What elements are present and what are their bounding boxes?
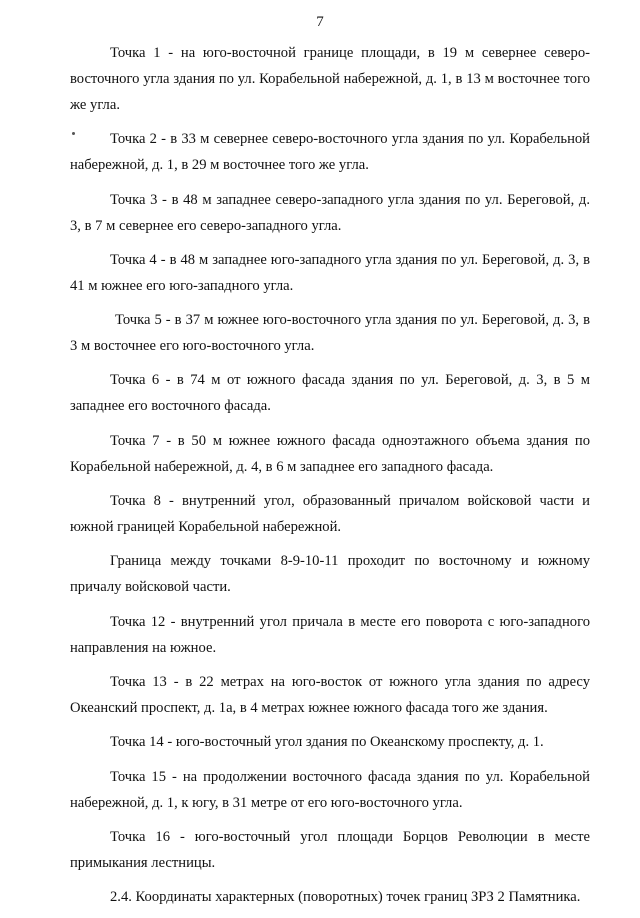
paragraph-boundary-8-11: Граница между точками 8-9-10-11 проходит по восточному и южному причалу войсковой части. <box>70 553 590 596</box>
paragraph-point-1: Точка 1 - на юго-восточной границе площади, в 19 м севернее северо-восточного угла здания по ул. Корабельной набережной, д. 1, в 13 м восточнее того же угла. <box>70 45 590 113</box>
paragraph-point-6: Точка 6 - в 74 м от южного фасада здания по ул. Береговой, д. 3, в 5 м западнее его восточного фасада. <box>70 372 590 415</box>
page-number: 7 <box>316 14 324 30</box>
paragraph-point-8: Точка 8 - внутренний угол, образованный причалом войсковой части и южной границей Корабельной набережной. <box>70 493 590 536</box>
paragraph-point-2: Точка 2 - в 33 м севернее северо-восточного угла здания по ул. Корабельной набережной, д. 1, в 29 м восточнее того же угла. <box>70 131 590 174</box>
section-heading-2-4: 2.4. Координаты характерных (поворотных) точек границ ЗРЗ 2 Памятника. <box>110 889 581 906</box>
paragraph-point-7: Точка 7 - в 50 м южнее южного фасада одноэтажного объема здания по Корабельной набережной, д. 4, в 6 м западнее его западного фасада. <box>70 432 590 475</box>
paragraph-point-13: Точка 13 - в 22 метрах на юго-восток от южного угла здания по адресу Океанский проспект, д. 1а, в 4 метрах южнее южного фасада того же здания. <box>70 673 590 716</box>
paragraph-point-14: Точка 14 - юго-восточный угол здания по Океанскому проспекту, д. 1. <box>110 734 544 751</box>
paragraph-point-3: Точка 3 - в 48 м западнее северо-западного угла здания по ул. Береговой, д. 3, в 7 м севернее его северо-западного угла. <box>70 191 590 234</box>
paragraph-point-4: Точка 4 - в 48 м западнее юго-западного угла здания по ул. Береговой, д. 3, в 41 м южнее его юго-западного угла. <box>70 251 590 294</box>
paragraph-point-5: Точка 5 - в 37 м южнее юго-восточного угла здания по ул. Береговой, д. 3, в 3 м восточнее его юго-восточного угла. <box>70 312 590 355</box>
paragraph-point-12: Точка 12 - внутренний угол причала в месте его поворота с юго-западного направления на южное. <box>70 613 590 656</box>
document-body <box>70 40 590 918</box>
paragraph-point-15: Точка 15 - на продолжении восточного фасада здания по ул. Корабельной набережной, д. 1, к югу, в 31 метре от его юго-восточного угла. <box>70 768 590 811</box>
paragraph-point-16: Точка 16 - юго-восточный угол площади Борцов Революции в месте примыкания лестницы. <box>70 828 590 871</box>
